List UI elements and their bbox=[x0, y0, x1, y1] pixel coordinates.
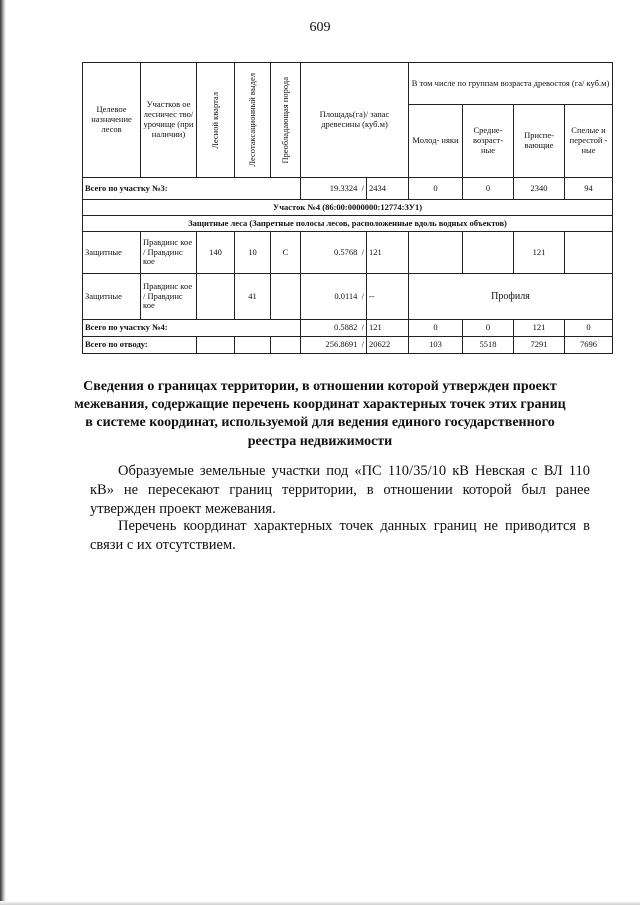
total-allotment-label: Всего по отводу: bbox=[83, 337, 197, 354]
row1-purpose: Защитные bbox=[83, 232, 141, 274]
header-species: Преобладающая порода bbox=[271, 63, 301, 178]
total-allotment-area: 256.8691 / bbox=[301, 337, 367, 354]
scan-edge-left bbox=[0, 0, 6, 905]
row2-quarter bbox=[197, 274, 235, 320]
total-plot4-young: 0 bbox=[409, 320, 463, 337]
protective-forests-title: Защитные леса (Запретные полосы лесов, расположенные вдоль водных объектов) bbox=[83, 216, 613, 232]
row2-area: 0.0114 / bbox=[301, 274, 367, 320]
row2-district: Правдинс кое / Правдинс кое bbox=[141, 274, 197, 320]
table-row bbox=[83, 320, 613, 337]
table-header-row bbox=[83, 63, 613, 105]
forest-table bbox=[82, 62, 613, 354]
total-allotment-volume: 20622 bbox=[367, 337, 409, 354]
row2-allotment: 41 bbox=[235, 274, 271, 320]
total-plot3-maturing: 2340 bbox=[514, 178, 565, 200]
table-row bbox=[83, 232, 613, 274]
total-plot3-young: 0 bbox=[409, 178, 463, 200]
row1-area: 0.5768 / bbox=[301, 232, 367, 274]
header-middle: Средне- возраст- ные bbox=[463, 105, 514, 178]
row1-mature bbox=[565, 232, 613, 274]
total-plot3-volume: 2434 bbox=[367, 178, 409, 200]
total-allotment-empty-quarter bbox=[197, 337, 235, 354]
row1-allotment: 10 bbox=[235, 232, 271, 274]
row2-profile: Профиля bbox=[409, 274, 613, 320]
total-plot4-label: Всего по участку №4: bbox=[83, 320, 301, 337]
total-allotment-empty-allotment bbox=[235, 337, 271, 354]
total-plot4-middle: 0 bbox=[463, 320, 514, 337]
table-row bbox=[83, 178, 613, 200]
header-young: Молод- няки bbox=[409, 105, 463, 178]
row2-volume: -- bbox=[367, 274, 409, 320]
total-plot3-mature: 94 bbox=[565, 178, 613, 200]
total-plot4-maturing: 121 bbox=[514, 320, 565, 337]
paragraph-coordinates: Перечень координат характерных точек данных границ не приводится в связи с их отсутствием. bbox=[90, 518, 590, 553]
row2-species bbox=[271, 274, 301, 320]
plot4-title: Участок №4 (86:00:0000000:12774:ЗУ1) bbox=[83, 200, 613, 216]
total-allotment-empty-species bbox=[271, 337, 301, 354]
row1-species: С bbox=[271, 232, 301, 274]
section-heading: Сведения о границах территории, в отношении которой утвержден проект межевания, содержащие перечень координат характерных точек этих границ в системе координат, используемой для ведения единого государственного реестра недвижимости bbox=[74, 379, 566, 449]
table-row bbox=[83, 337, 613, 354]
total-allotment-maturing: 7291 bbox=[514, 337, 565, 354]
header-area: Площадь(га)/ запас древесины (куб.м) bbox=[301, 63, 409, 178]
row1-middle bbox=[463, 232, 514, 274]
row2-purpose: Защитные bbox=[83, 274, 141, 320]
total-allotment-young: 103 bbox=[409, 337, 463, 354]
table-row bbox=[83, 200, 613, 216]
total-plot4-volume: 121 bbox=[367, 320, 409, 337]
total-allotment-mature: 7696 bbox=[565, 337, 613, 354]
total-plot3-area: 19.3324 / bbox=[301, 178, 367, 200]
header-purpose: Целевое назначение лесов bbox=[83, 63, 141, 178]
header-age-groups: В том числе по группам возраста древостоя (га/ куб.м) bbox=[409, 63, 613, 105]
table-row bbox=[83, 274, 613, 320]
row1-maturing: 121 bbox=[514, 232, 565, 274]
row1-volume: 121 bbox=[367, 232, 409, 274]
paragraph-intersection: Образуемые земельные участки под «ПС 110/35/10 кВ Невская с ВЛ 110 кВ» не пересекают границ территории, в отношении которой был ранее утвержден проект межевания. bbox=[90, 463, 590, 517]
header-maturing: Приспе- вающие bbox=[514, 105, 565, 178]
total-plot4-area: 0.5882 / bbox=[301, 320, 367, 337]
total-plot3-middle: 0 bbox=[463, 178, 514, 200]
header-mature: Спелые и перестой - ные bbox=[565, 105, 613, 178]
row1-quarter: 140 bbox=[197, 232, 235, 274]
page-number: 609 bbox=[309, 20, 331, 35]
header-allotment: Лесотаксационный выдел bbox=[235, 63, 271, 178]
scan-edge-bottom bbox=[0, 901, 640, 905]
total-plot4-mature: 0 bbox=[565, 320, 613, 337]
total-plot3-label: Всего по участку №3: bbox=[83, 178, 301, 200]
table-row bbox=[83, 216, 613, 232]
row1-young bbox=[409, 232, 463, 274]
header-quarter: Лесной квартал bbox=[197, 63, 235, 178]
row1-district: Правдинс кое / Правдинс кое bbox=[141, 232, 197, 274]
header-district: Участков ое лесничес тво/ урочище (при наличии) bbox=[141, 63, 197, 178]
total-allotment-middle: 5518 bbox=[463, 337, 514, 354]
